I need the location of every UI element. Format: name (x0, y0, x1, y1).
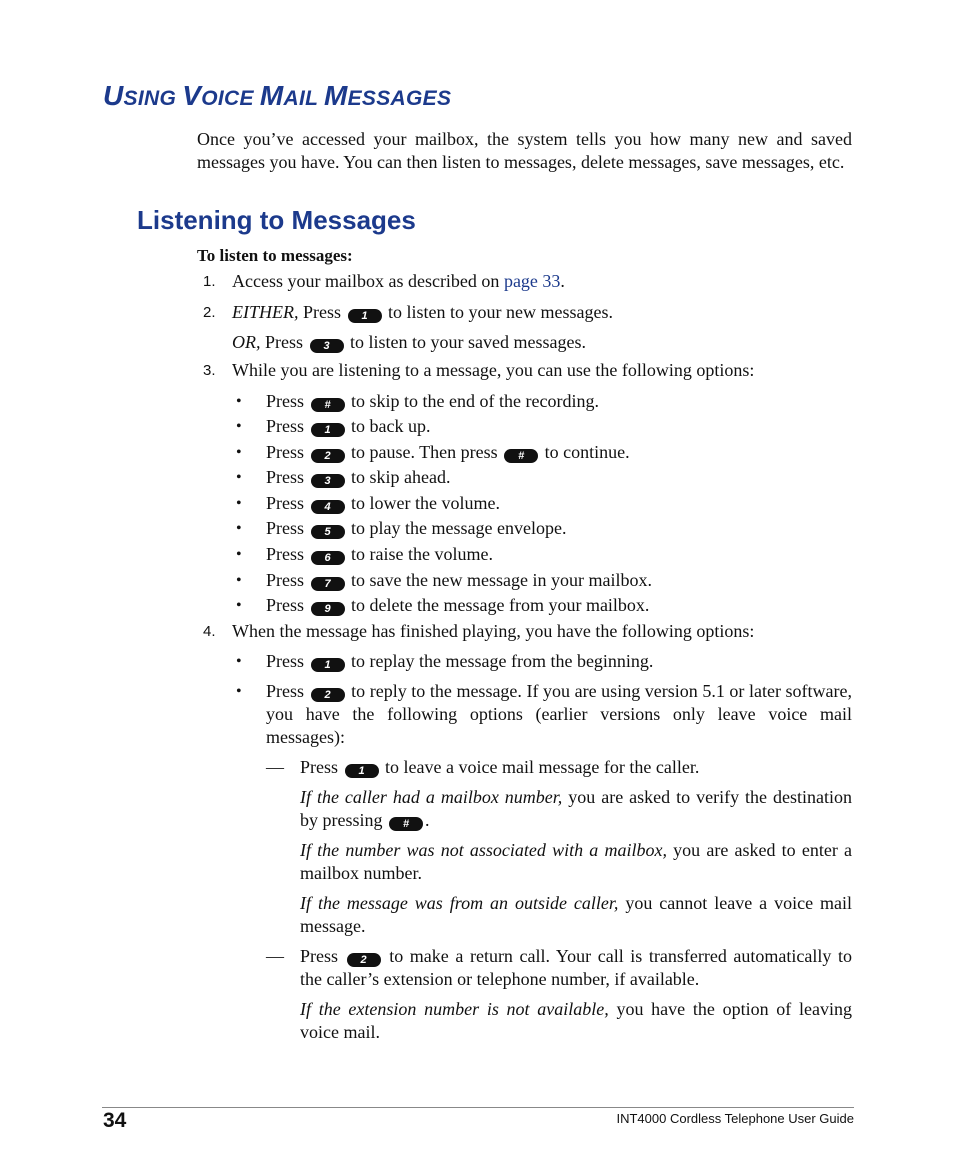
option-text: to skip to the end of the recording. (346, 391, 599, 411)
step-2-alt (232, 331, 586, 354)
bullet-icon: • (236, 469, 242, 486)
either-label: EITHER, (232, 302, 299, 322)
press-text: Press (266, 416, 309, 436)
option-text: to save the new message in your mailbox. (346, 570, 652, 590)
key-4-icon: 4 (311, 500, 345, 514)
title-part: AIL (283, 87, 324, 110)
step-1 (232, 270, 565, 293)
option-text: to raise the volume. (346, 544, 493, 564)
bullet-icon: • (236, 444, 242, 461)
press-text: Press (266, 570, 309, 590)
title-part: V (182, 80, 202, 111)
option-text: to replay the message from the beginning. (346, 651, 654, 671)
step-text: to listen to your new messages. (383, 302, 613, 322)
sub-note (300, 786, 852, 832)
key-hash-icon: # (389, 817, 423, 831)
option-text: to reply to the message. If you are using version 5.1 or later software, you have the following options (earlier versions only leave voice mail messages): (266, 681, 852, 747)
option-text: to leave a voice mail message for the caller. (380, 757, 700, 777)
title-part: M (259, 80, 284, 111)
title-part: U (103, 80, 124, 111)
key-6-icon: 6 (311, 551, 345, 565)
footer-divider (102, 1107, 854, 1108)
sub-note (300, 839, 852, 885)
option-item (266, 415, 431, 438)
intro-paragraph: Once you’ve accessed your mailbox, the system tells you how many new and saved messages you have. You can then listen to messages, delete messages, save messages, etc. (197, 129, 852, 172)
option-item (266, 466, 451, 489)
press-text: Press (300, 946, 345, 966)
key-2-icon: 2 (347, 953, 381, 967)
key-3-icon: 3 (310, 339, 344, 353)
bullet-icon: • (236, 520, 242, 537)
option-item (266, 543, 493, 566)
bullet-icon: • (236, 418, 242, 435)
or-label: OR, (232, 332, 261, 352)
key-1-icon: 1 (345, 764, 379, 778)
step-2 (232, 301, 613, 324)
press-text: Press (266, 442, 309, 462)
press-text: Press (266, 651, 309, 671)
option-text: to play the message envelope. (346, 518, 567, 538)
press-text: Press (298, 302, 346, 322)
press-text: Press (260, 332, 308, 352)
press-text: Press (300, 757, 343, 777)
option-item (266, 441, 630, 464)
sub-note (300, 998, 852, 1044)
option-text: to lower the volume. (346, 493, 500, 513)
bullet-icon: • (236, 572, 242, 589)
press-text: Press (266, 467, 309, 487)
step-3: While you are listening to a message, you can use the following options: (232, 360, 755, 380)
page-number: 34 (103, 1109, 127, 1132)
option-item (266, 390, 599, 413)
note-text: you cannot leave a voice mail message. (300, 893, 852, 936)
step-number: 2. (203, 304, 216, 321)
key-hash-icon: # (311, 398, 345, 412)
note-text: you are asked to verify the destination by pressing (300, 787, 852, 830)
option-text: to skip ahead. (346, 467, 451, 487)
step-text: Access your mailbox as described on (232, 271, 504, 291)
key-1-icon: 1 (311, 658, 345, 672)
title-part: SING (123, 87, 183, 110)
note-text: you have the option of leaving voice mail. (300, 999, 852, 1042)
procedure-title: To listen to messages: (197, 246, 353, 265)
press-text: Press (266, 595, 309, 615)
title-part: OICE (201, 87, 260, 110)
option-item (266, 594, 649, 617)
dash-marker: — (266, 757, 284, 777)
option-text: to delete the message from your mailbox. (346, 595, 650, 615)
note-condition: If the caller had a mailbox number, (300, 787, 563, 807)
press-text: Press (266, 681, 309, 701)
step-end: . (560, 271, 565, 291)
section-title: Listening to Messages (137, 205, 416, 235)
bullet-icon: • (236, 683, 242, 700)
note-end: . (425, 810, 430, 830)
press-text: Press (266, 518, 309, 538)
key-9-icon: 9 (311, 602, 345, 616)
note-condition: If the number was not associated with a mailbox, (300, 840, 667, 860)
key-hash-icon: # (504, 449, 538, 463)
bullet-icon: • (236, 653, 242, 670)
option-item (266, 492, 500, 515)
key-5-icon: 5 (311, 525, 345, 539)
title-part: ESSAGES (347, 87, 452, 110)
key-3-icon: 3 (311, 474, 345, 488)
note-condition: If the extension number is not available, (300, 999, 609, 1019)
option-text: to continue. (540, 442, 630, 462)
page-33-link[interactable]: page 33 (503, 271, 561, 291)
bullet-icon: • (236, 597, 242, 614)
sub-option (300, 756, 699, 779)
guide-title: INT4000 Cordless Telephone User Guide (616, 1111, 854, 1126)
sub-note (300, 892, 852, 938)
step-text: to listen to your saved messages. (345, 332, 586, 352)
option-item (266, 680, 852, 749)
title-part: M (324, 80, 348, 111)
note-condition: If the message was from an outside caller, (300, 893, 619, 913)
option-item (266, 650, 653, 673)
option-item (266, 569, 652, 592)
key-1-icon: 1 (311, 423, 345, 437)
note-text: you are asked to enter a mailbox number. (300, 840, 853, 883)
option-text: to pause. Then press (346, 442, 503, 462)
dash-marker: — (266, 946, 284, 966)
press-text: Press (266, 493, 309, 513)
step-number: 3. (203, 362, 216, 379)
press-text: Press (266, 391, 309, 411)
press-text: Press (266, 544, 309, 564)
option-text: to make a return call. Your call is transferred automatically to the caller’s extension or telephone number, if available. (300, 946, 852, 989)
step-number: 1. (203, 273, 216, 290)
step-number: 4. (203, 623, 216, 640)
bullet-icon: • (236, 495, 242, 512)
key-2-icon: 2 (311, 449, 345, 463)
bullet-icon: • (236, 393, 242, 410)
page-title (103, 80, 451, 115)
step-4: When the message has finished playing, you have the following options: (232, 621, 755, 641)
key-1-icon: 1 (348, 309, 382, 323)
key-7-icon: 7 (311, 577, 345, 591)
option-item (266, 517, 566, 540)
sub-option (300, 945, 852, 991)
option-text: to back up. (346, 416, 431, 436)
bullet-icon: • (236, 546, 242, 563)
key-2-icon: 2 (311, 688, 345, 702)
